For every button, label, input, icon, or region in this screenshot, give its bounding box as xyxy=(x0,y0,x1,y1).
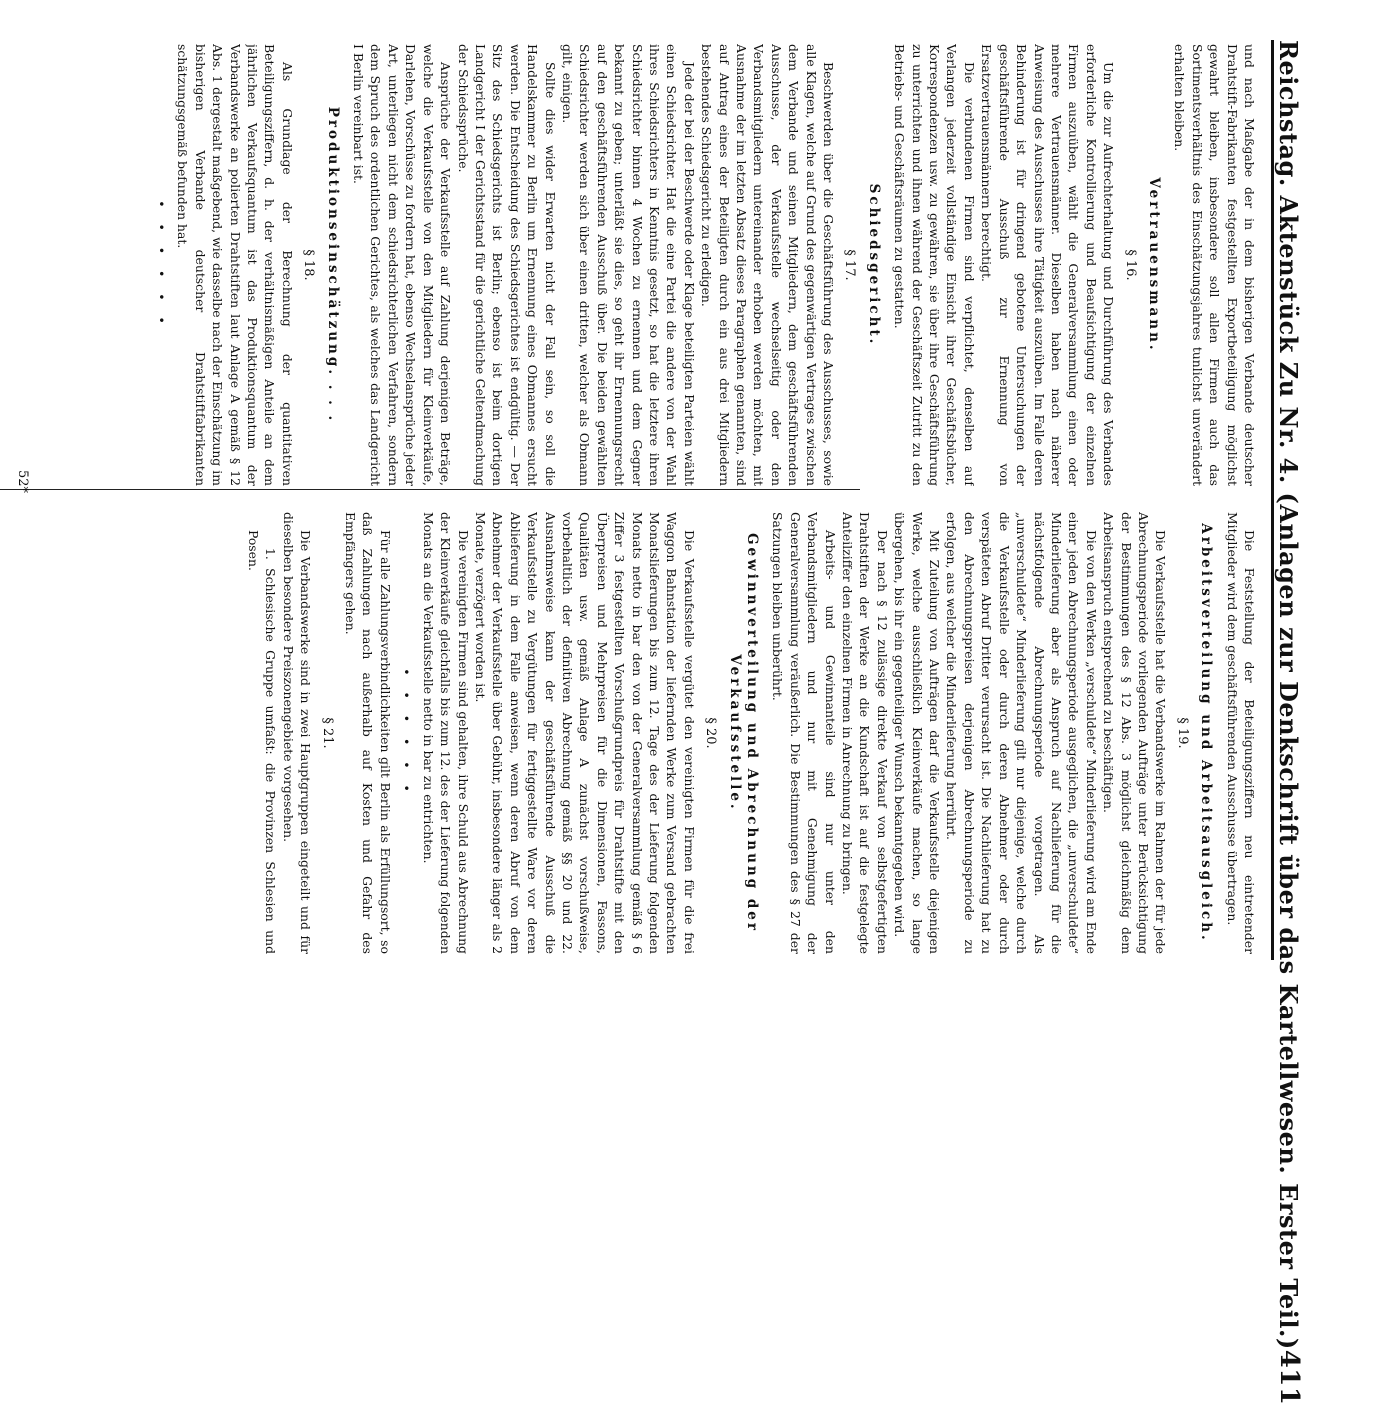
paragraph: Beschwerden über die Geschäftsführung des Ausschusses, sowie alle Klagen, welche auf Grund des gegenwärtigen Vertrages zwischen dem Verbande und seinen Mitgliedern, dem geschäftsführenden Ausschusse, der Verkaufsstelle wechselseitig oder den Verbandsmitgliedern untereinander erhoben werden möchten, mit Ausnahme der im letzten Absatz dieses Paragraphen genannten, sind auf Antrag eines der Beteiligten durch ein aus drei Mitgliedern bestehendes Schiedsgericht zu erledigen. xyxy=(699,44,837,486)
paragraph: Die Verbandswerke sind in zwei Hauptgruppen eingeteilt und für dieselben besondere Preiszonengebiete vorgesehen. xyxy=(280,512,314,954)
page-title: Reichstag. Aktenstück Zu Nr. 4. (Anlagen zur Denkschrift über das Kartellwesen. Erster Teil.) xyxy=(1274,40,1303,1350)
paragraph-number: § 17. xyxy=(842,249,858,281)
section-heading: Vertrauensmann. xyxy=(1145,177,1162,353)
paragraph: Die verbundenen Firmen sind verpflichtet, denselben auf Verlangen jederzeit vollständige Einsicht ihrer Geschäftsbücher, Korrespondenzen usw. zu gewähren, sie über ihre Geschäftsführung zu unterrichten und ihnen während der Geschäftszeit Zutritt zu den Betriebs- und Geschäftsräumen zu gestatten. xyxy=(892,44,977,486)
page-header xyxy=(1271,40,1330,1405)
paragraph: Die vereinigten Firmen sind gehalten, ihre Schuld aus Abrechnung der Kleinverkäufe gleichfalls bis zum 12. des der Lieferung folgenden Monats an die Verkaufsstelle netto in bar zu entrichten. xyxy=(420,512,471,954)
paragraph: Der nach § 12 zulässige direkte Verkauf von selbstgefertigten Drahtstiften der Werke an die Kundschaft ist auf die festgelegte Anteilziffer den einzelnen Firmen in Anrechnung zu bringen. xyxy=(840,512,890,954)
paragraph: Die von den Werken „verschuldete“ Minderlieferung wird am Ende einer jeden Abrechnungsperiode ausgeglichen, die „unverschuldete“ Minderlieferung aber als Anspruch auf Nachlieferung für die nächstfolgende Abrechnungsperiode vorgetragen. Als „unverschuldete“ Minderlieferung gilt nur diejenige, welche durch die Verkaufsstelle oder durch deren Abnehmer oder durch verspäteten Abruf Dritter verursacht ist. Die Nachlieferung hat zu den Abrechnungspreisen derjenigen Abrechnungsperiode zu erfolgen, aus welcher die Minderlieferung herrührt. xyxy=(944,512,1099,954)
paragraph: Um die zur Aufrechterhaltung und Durchführung des Verbandes erforderliche Kontrollierung und Beaufsichtigung der einzelnen Firmen auszuüben, wählt die Generalversammlung einen oder mehrere Vertrauensmänner. Dieselben haben nach näherer Anweisung des Ausschusses ihre Tätigkeit auszuüben. Im Falle deren Behinderung ist für dringend gebotene Untersuchungen der geschäftsführende Ausschuß zur Ernennung von Ersatzvertrauensmännern berechtigt. xyxy=(979,44,1117,486)
signature-mark: 52* xyxy=(15,470,30,494)
paragraph: Sollte dies wider Erwarten nicht der Fall sein, so soll die Handelskammer zu Berlin um Ernennung eines Obmannes ersucht werden. Die Entscheidung des Schiedsgerichtes ist endgültig. — Der Sitz des Schiedsgerichts ist Berlin; ebenso ist beim dortigen Landgericht I der Gerichtsstand für die gerichtliche Geltendmachung der Schiedssprüche. xyxy=(455,44,558,486)
list-item: 1. Schlesische Gruppe umfaßt: die Provinzen Schlesien und Posen. xyxy=(246,530,279,954)
paragraph: Jede der bei der Beschwerde oder Klage beteiligten Parteien wählt einen Schiedsrichter. Hat die eine Partei die andere von der Wahl ihres Schiedsrichters in Kenntnis gesetzt, so hat die letztere ihren Schiedsrichter binnen 4 Wochen zu ernennen und dem Gegner bekannt zu geben; unterläßt sie dies, so geht ihr Ernennungsrecht auf den geschäftsführenden Ausschuß über. Die beiden gewählten Schiedsrichter werden sich über einen dritten, welcher als Obmann gilt, einigen. xyxy=(559,44,697,486)
paragraph-number: § 16. xyxy=(1122,249,1138,281)
section-heading: Schiedsgericht. xyxy=(865,183,882,347)
paragraph-number: § 20. xyxy=(703,717,719,749)
left-column xyxy=(28,44,1258,486)
paragraph: Die Feststellung der Beteiligungsziffern neu eintretender Mitglieder wird dem geschäftsführenden Ausschusse übertragen. xyxy=(1224,512,1257,954)
paragraph: Die Verkaufsstelle vergütet den vereinigten Firmen für die frei Waggon Bahnstation der liefernden Werke zum Versand gebrachten Monatslieferungen bis zum 12. Tage des der Lieferung folgenden Monats netto in bar den von der Generalversammlung gemäß § 6 Ziffer 3 festgestellten Vorschußgrundpreis für Drahtstifte mit den Überpreisen und Mehrpreisen für die Dimensionen, Fassons, Qualitäten usw. gemäß Anlage A zunächst vorschußweise, vorbehaltlich der definitiven Abrechnung gemäß §§ 20 und 22. Ausnahmsweise kann der geschäftsführende Ausschuß die Verkaufsstelle zu Vergütungen für fertiggestellte Ware vor deren Ablieferung in dem Falle anweisen, wenn deren Abruf von dem Abnehmer der Verkaufsstelle über Gebühr, insbesondere länger als 2 Monate, verzögert worden ist. xyxy=(472,512,697,954)
paragraph: Für alle Zahlungsverbindlichkeiten gilt Berlin als Erfüllungsort, so daß Zahlungen nach außerhalb auf Kosten und Gefahr des Empfängers gehen. xyxy=(343,512,393,954)
ellipsis-dots: • • • • • • xyxy=(399,668,415,798)
right-column xyxy=(28,512,1258,954)
ellipsis-dots: • • • • • • xyxy=(154,200,170,330)
paragraph-number: § 18. xyxy=(301,249,317,281)
paragraph: Die Verkaufsstelle hat die Verbandswerke im Rahmen der für jede Abrechnungsperiode vorliegenden Aufträge unter Berücksichtigung der Bestimmungen des § 12 Abs. 3 möglichst gleichmäßig dem Arbeitsanspruch entsprechend zu beschäftigen. xyxy=(1101,512,1169,954)
section-heading: Produktionseinschätzung. . . . xyxy=(324,106,341,424)
paragraph-number: § 21. xyxy=(319,717,335,749)
page-number: 411 xyxy=(1274,1349,1304,1405)
section-heading: Arbeitsverteilung und Arbeitsausgleich. xyxy=(1198,523,1215,943)
paragraph: Mit Zuteilung von Aufträgen darf die Verkaufsstelle diejenigen Werke, welche ausschließlich Kleinverkäufe machen, so lange übergehen, bis ihr ein gegenteiliger Wunsch bekanntgegeben wird. xyxy=(892,512,943,954)
paragraph-number: § 19. xyxy=(1174,717,1190,749)
paragraph: und nach Maßgabe der in dem bisherigen Verbande deutscher Drahtstift-Fabrikanten festgestellten Exportbeteiligung möglichst gewahrt bleiben, insbesondere soll allen Firmen auch das Sortimentsverhältnis des Einschätzungsjahres tunlichst unverändert erhalten bleiben. xyxy=(1172,44,1257,486)
column-divider xyxy=(0,489,860,490)
paragraph: Ansprüche der Verkaufsstelle auf Zahlung derjenigen Beträge, welche die Verkaufsstelle von den Mitgliedern für Kleinverkäufe, Darlehen, Vorschüsse zu fordern hat, ebenso Wechselansprüche jeder Art, unterliegen nicht dem schiedsrichterlichen Verfahren, sondern dem Spruch des ordentlichen Gerichtes, als welches das Landgericht I Berlin vereinbart ist. xyxy=(351,44,454,486)
section-heading: Gewinnverteilung und Abrechnung der Verkaufsstelle. xyxy=(726,532,761,934)
paragraph: Arbeits- und Gewinnanteile sind nur unter den Verbandsmitgliedern und nur mit Genehmigung der Generalversammlung veräußerlich. Die Bestimmungen des § 27 der Satzungen bleiben unberührt. xyxy=(770,512,838,954)
paragraph: Als Grundlage der Berechnung der quantitativen Beteiligungsziffern, d. h. der verhältnismäßigen Anteile an dem jährlichen Verkaufsquantum ist das Produktionsquantum der Verbandswerke an polierten Drahtstiften laut Anlage A gemäß § 12 Abs. 1 dergestalt maßgebend, wie dasselbe nach der Einschätzung im bisherigen Verbande deutscher Drahtstiftfabrikanten schätzungsgemäß befunden hat. xyxy=(175,44,295,486)
